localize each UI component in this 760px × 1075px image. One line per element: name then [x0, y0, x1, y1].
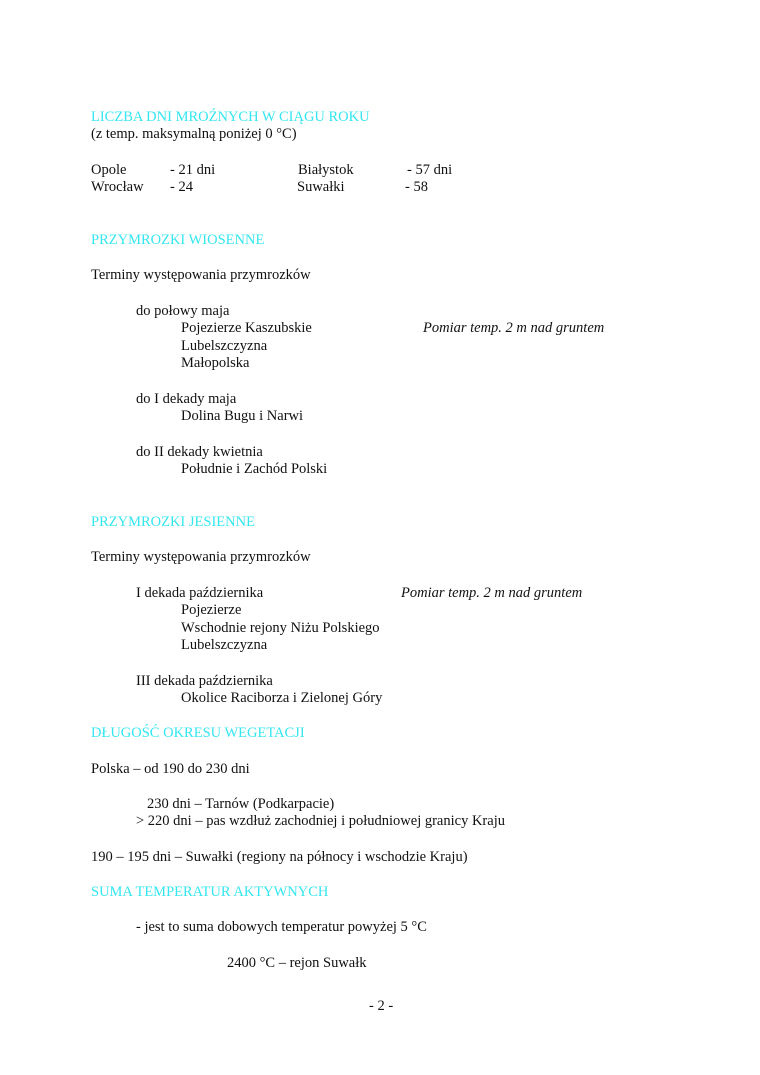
city-value: - 21 dni [170, 162, 216, 178]
heading-frost-days: LICZBA DNI MROŹNYCH W CIĄGU ROKU [91, 109, 370, 125]
measurement-note: Pomiar temp. 2 m nad gruntem [401, 585, 583, 601]
active-temps-example: 2400 °C – rejon Suwałk [227, 955, 367, 971]
heading-active-temps: SUMA TEMPERATUR AKTYWNYCH [91, 884, 329, 900]
subheading-frost-days: (z temp. maksymalną poniżej 0 °C) [91, 126, 297, 142]
autumn-intro: Terminy występowania przymrozków [91, 549, 311, 565]
frost-region: Pojezierze Kaszubskie [181, 320, 312, 336]
frost-term: do II dekady kwietnia [136, 444, 263, 460]
frost-term: do I dekady maja [136, 391, 237, 407]
vegetation-line: > 220 dni – pas wzdłuż zachodniej i południowej granicy Kraju [136, 813, 505, 829]
vegetation-summary: Polska – od 190 do 230 dni [91, 761, 250, 777]
vegetation-line: 230 dni – Tarnów (Podkarpacie) [147, 796, 335, 812]
frost-region: Lubelszczyzna [181, 637, 268, 653]
frost-region: Lubelszczyzna [181, 338, 268, 354]
heading-autumn-frost: PRZYMROZKI JESIENNE [91, 514, 255, 530]
measurement-note: Pomiar temp. 2 m nad gruntem [423, 320, 605, 336]
frost-region: Małopolska [181, 355, 250, 371]
city-name: Wrocław [91, 179, 144, 195]
city-name: Suwałki [297, 179, 345, 195]
spring-intro: Terminy występowania przymrozków [91, 267, 311, 283]
frost-term: I dekada października [136, 585, 264, 601]
frost-region: Dolina Bugu i Narwi [181, 408, 304, 424]
city-value: - 58 [405, 179, 428, 195]
page-number: - 2 - [369, 998, 394, 1014]
city-name: Opole [91, 162, 127, 178]
active-temps-definition: - jest to suma dobowych temperatur powyżej 5 °C [136, 919, 427, 935]
frost-region: Wschodnie rejony Niżu Polskiego [181, 620, 380, 636]
vegetation-line: 190 – 195 dni – Suwałki (regiony na północy i wschodzie Kraju) [91, 849, 468, 865]
frost-region: Południe i Zachód Polski [181, 461, 328, 477]
frost-term: do połowy maja [136, 303, 230, 319]
frost-region: Okolice Raciborza i Zielonej Góry [181, 690, 383, 706]
city-value: - 24 [170, 179, 193, 195]
heading-vegetation: DŁUGOŚĆ OKRESU WEGETACJI [91, 725, 305, 741]
city-value: - 57 dni [407, 162, 453, 178]
city-name: Białystok [298, 162, 354, 178]
frost-term: III dekada października [136, 673, 273, 689]
frost-region: Pojezierze [181, 602, 242, 618]
heading-spring-frost: PRZYMROZKI WIOSENNE [91, 232, 265, 248]
